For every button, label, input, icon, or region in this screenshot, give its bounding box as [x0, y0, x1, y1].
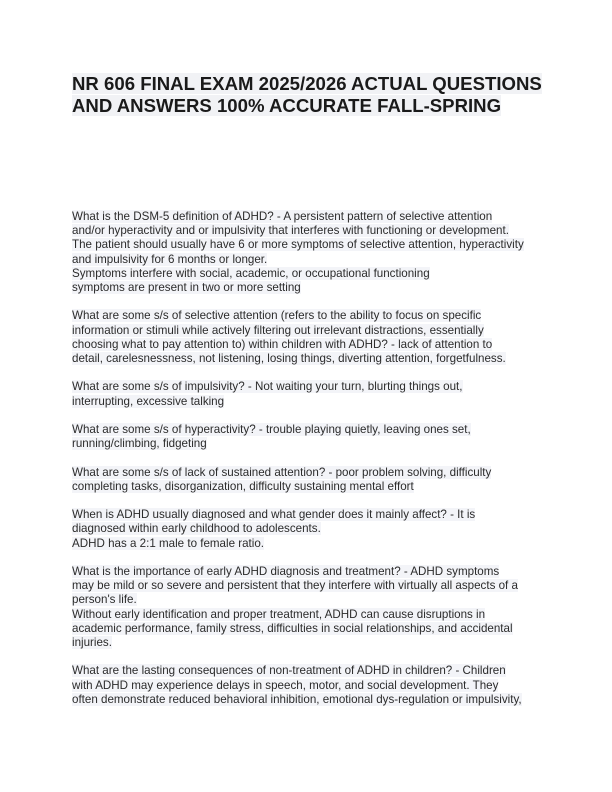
qa-line: injuries.	[72, 636, 112, 649]
qa-line: What are the lasting consequences of non-treatment of ADHD in children? - Children	[72, 664, 506, 678]
qa-line: and/or hyperactivity and or impulsivity that interferes with functioning or development.	[72, 224, 509, 238]
qa-item	[72, 423, 552, 451]
qa-line: What are some s/s of selective attention (refers to the ability to focus on specific	[72, 309, 482, 323]
qa-line: What are some s/s of lack of sustained attention? - poor problem solving, difficulty	[72, 465, 492, 479]
title-line: NR 606 FINAL EXAM 2025/2026 ACTUAL QUESTIONS	[72, 73, 542, 94]
qa-line: ADHD has a 2:1 male to female ratio.	[72, 536, 265, 550]
title-line: AND ANSWERS 100% ACCURATE FALL-SPRING	[72, 94, 502, 116]
qa-list	[72, 210, 552, 721]
qa-item	[72, 664, 552, 707]
qa-line: academic performance, family stress, difficulties in social relationships, and accidental	[72, 621, 513, 635]
qa-line: Symptoms interfere with social, academic, or occupational functioning	[72, 266, 430, 280]
qa-line: What is the importance of early ADHD diagnosis and treatment? - ADHD symptoms	[72, 564, 500, 578]
qa-item	[72, 508, 552, 551]
qa-line: detail, carelesnessness, not listening, losing things, diverting attention, forgetfulness.	[72, 352, 506, 366]
qa-line: When is ADHD usually diagnosed and what gender does it mainly affect? - It is	[72, 508, 476, 522]
qa-line: completing tasks, disorganization, difficulty sustaining mental effort	[72, 479, 414, 493]
document-title	[72, 73, 552, 116]
qa-line: choosing what to pay attention to) within children with ADHD? - lack of attention to	[72, 337, 493, 351]
qa-item	[72, 466, 552, 494]
qa-line: interrupting, excessive talking	[72, 394, 225, 408]
qa-line: with ADHD may experience delays in speech, motor, and social development. They	[72, 678, 499, 692]
qa-line: What is the DSM-5 definition of ADHD? - A persistent pattern of selective attention	[72, 210, 493, 223]
qa-item	[72, 309, 552, 366]
qa-line: Without early identification and proper treatment, ADHD can cause disruptions in	[72, 607, 486, 621]
qa-line: person's life.	[72, 593, 137, 607]
qa-line: The patient should usually have 6 or more symptoms of selective attention, hyperactivity	[72, 238, 524, 252]
qa-line: diagnosed within early childhood to adolescents.	[72, 522, 321, 536]
qa-line: What are some s/s of hyperactivity? - trouble playing quietly, leaving ones set,	[72, 423, 471, 436]
qa-line: and impulsivity for 6 months or longer.	[72, 252, 268, 266]
qa-line: What are some s/s of impulsivity? - Not waiting your turn, blurting things out,	[72, 380, 463, 394]
qa-line: symptoms are present in two or more setting	[72, 281, 301, 295]
qa-item	[72, 210, 552, 295]
qa-item	[72, 565, 552, 650]
qa-line: information or stimuli while actively filtering out irrelevant distractions, essentially	[72, 323, 484, 337]
qa-line: may be mild or so severe and persistent that they interfere with virtually all aspects of a	[72, 579, 518, 593]
qa-line: often demonstrate reduced behavioral inhibition, emotional dys-regulation or impulsivity,	[72, 692, 522, 706]
qa-line: running/climbing, fidgeting	[72, 437, 207, 451]
qa-item	[72, 380, 552, 408]
